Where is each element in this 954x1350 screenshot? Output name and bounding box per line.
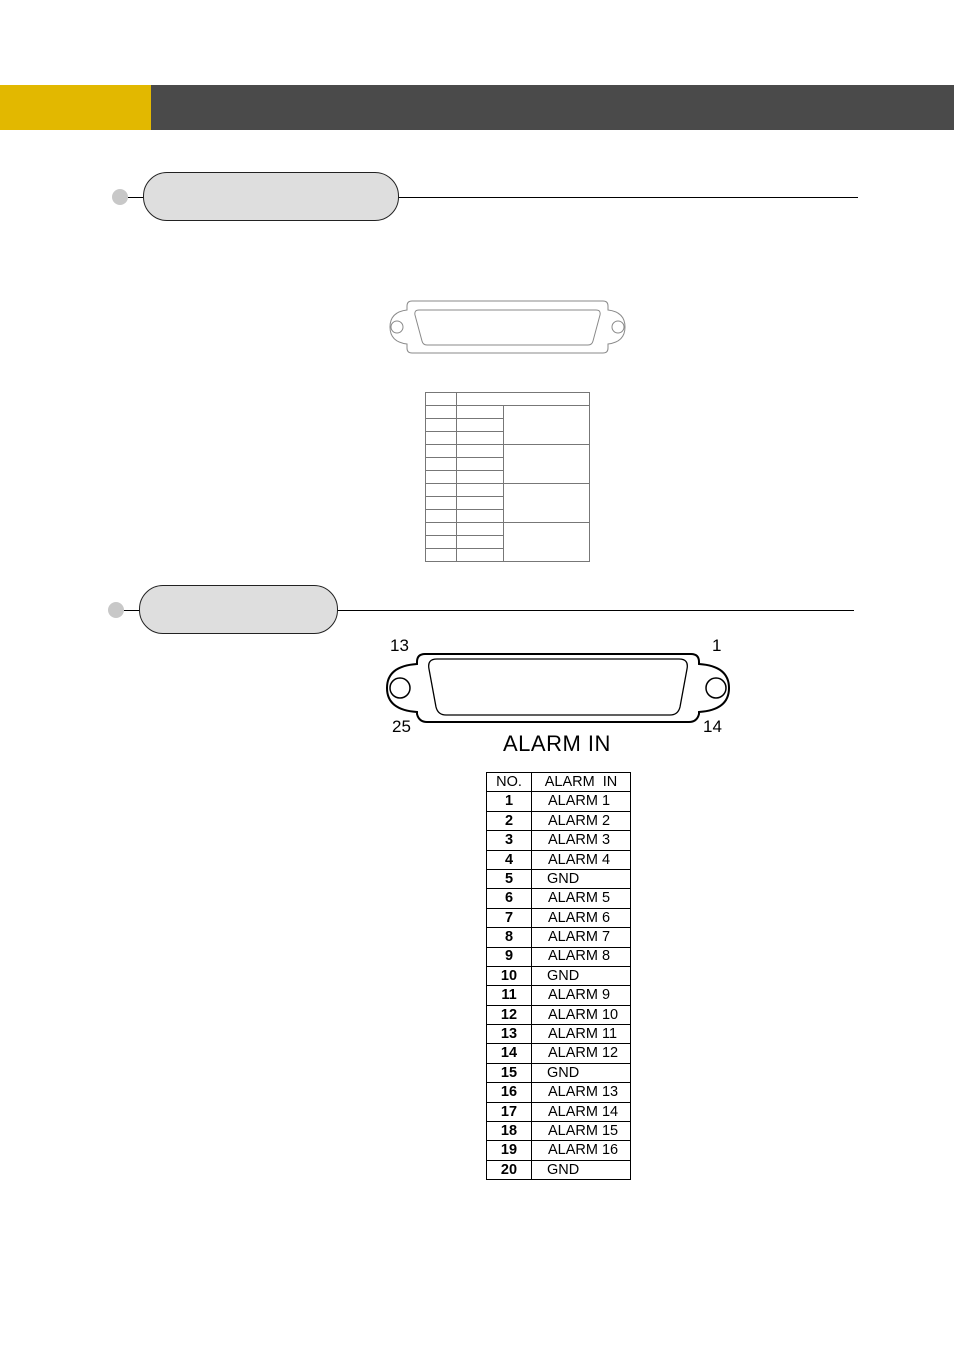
- pin-signal: ALARM 2: [532, 811, 631, 830]
- pin-number: 15: [487, 1063, 532, 1082]
- pin-signal: ALARM 16: [532, 1141, 631, 1160]
- pin-signal: ALARM 1: [532, 792, 631, 811]
- alarm-in-caption: ALARM IN: [503, 731, 611, 756]
- pin-number: 6: [487, 889, 532, 908]
- pin-signal: GND: [532, 1160, 631, 1179]
- pin-number: 20: [487, 1160, 532, 1179]
- table-row: [487, 1005, 631, 1024]
- connector-1-diagram: [385, 298, 630, 356]
- table-header-row: [487, 773, 631, 792]
- pin-number: 16: [487, 1083, 532, 1102]
- pin-number: 7: [487, 908, 532, 927]
- pin-number: 4: [487, 850, 532, 869]
- pin-number: 2: [487, 811, 532, 830]
- header-no: NO.: [487, 773, 532, 792]
- pin-number: 5: [487, 869, 532, 888]
- pin-signal: ALARM 6: [532, 908, 631, 927]
- table-row: [487, 1160, 631, 1179]
- pin-signal: ALARM 7: [532, 928, 631, 947]
- section-2-bullet: [108, 602, 124, 618]
- table-row: [487, 850, 631, 869]
- pin-number: 3: [487, 831, 532, 850]
- pin-number: 10: [487, 966, 532, 985]
- table-row: [487, 831, 631, 850]
- pin-signal: ALARM 5: [532, 889, 631, 908]
- pin-signal: ALARM 8: [532, 947, 631, 966]
- pin-signal: GND: [532, 869, 631, 888]
- pin-number: 8: [487, 928, 532, 947]
- pin-signal: ALARM 10: [532, 1005, 631, 1024]
- alarm-in-pin-table: [486, 772, 631, 1180]
- pin-number: 18: [487, 1122, 532, 1141]
- table-row: [487, 1083, 631, 1102]
- pin-signal: GND: [532, 1063, 631, 1082]
- pin-number: 11: [487, 986, 532, 1005]
- pin-signal: ALARM 4: [532, 850, 631, 869]
- table-row: [487, 1025, 631, 1044]
- table-row: [487, 908, 631, 927]
- section-1-heading-pill: [143, 172, 399, 221]
- section-2-heading-pill: [139, 585, 338, 634]
- table-row: [487, 869, 631, 888]
- pin-number: 13: [487, 1025, 532, 1044]
- table-row: [487, 811, 631, 830]
- table-row: [487, 1102, 631, 1121]
- pin-signal: ALARM 9: [532, 986, 631, 1005]
- header-alarm-in: ALARM IN: [532, 773, 631, 792]
- pin-number: 9: [487, 947, 532, 966]
- header-accent-block: [0, 85, 151, 130]
- table-row: [487, 1141, 631, 1160]
- pin-number: 1: [487, 792, 532, 811]
- table-row: [487, 1122, 631, 1141]
- table-row: [487, 928, 631, 947]
- pin-number: 17: [487, 1102, 532, 1121]
- section-1-bullet: [112, 189, 128, 205]
- pin-signal: ALARM 15: [532, 1122, 631, 1141]
- pin-signal: GND: [532, 966, 631, 985]
- pin-number: 12: [487, 1005, 532, 1024]
- pin-signal: ALARM 3: [532, 831, 631, 850]
- table-row: [487, 1044, 631, 1063]
- alarm-in-connector-diagram: [383, 648, 733, 728]
- pin-label-1: 1: [712, 636, 722, 655]
- header-bar: [151, 85, 954, 130]
- table-row: [487, 792, 631, 811]
- table-row: [487, 986, 631, 1005]
- pin-signal: ALARM 12: [532, 1044, 631, 1063]
- pin-signal: ALARM 14: [532, 1102, 631, 1121]
- pin-label-25: 25: [392, 717, 411, 736]
- pin-label-14: 14: [703, 717, 722, 736]
- table-row: [487, 1063, 631, 1082]
- pin-number: 14: [487, 1044, 532, 1063]
- pin-number: 19: [487, 1141, 532, 1160]
- table-row: [487, 889, 631, 908]
- pin-signal: ALARM 13: [532, 1083, 631, 1102]
- pin-label-13: 13: [390, 636, 409, 655]
- table-row: [487, 966, 631, 985]
- table-row: [487, 947, 631, 966]
- connector-1-pin-table: [425, 392, 590, 562]
- pin-signal: ALARM 11: [532, 1025, 631, 1044]
